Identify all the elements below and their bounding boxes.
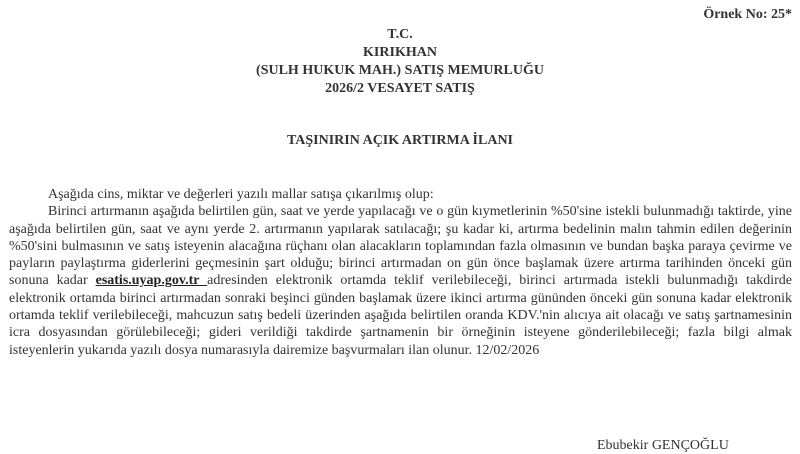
document-body — [9, 186, 792, 359]
document-header — [0, 26, 800, 98]
paragraph-text-end: adresinden elektronik ortamda teklif verilebileceği, birinci artırmada istekli bulunmadığı takdirde elektronik ortamda birinci artırmadan sonraki beşinci günden başlamak üzere ikinci artırma gününden önceki gün sonuna kadar elektronik ortamda teklif verilebileceği, mahcuzun satış bedeli üzerinden aşağıda belirtilen oranda KDV.'nin alıcıya ait olacağı ve satış şartnamesinin icra dosyasından görülebileceği; gideri verildiği takdirde şartnamenin bir örneğinin isteyene gönderilebileceği; fazla bilgi almak isteyenlerin yukarıda yazılı dosya numarasıyla dairemize başvurmaları ilan olunur. — [9, 273, 792, 358]
intro-paragraph: Aşağıda cins, miktar ve değerleri yazılı mallar satışa çıkarılmış olup: — [48, 187, 434, 202]
signature-name: Ebubekir GENÇOĞLU — [597, 438, 729, 453]
sample-number: Örnek No: 25* — [703, 7, 792, 22]
header-country: T.C. — [387, 27, 413, 42]
paragraph-text-start: Birinci artırmanın aşağıda belirtilen gün, saat ve yerde yapılacağı ve o gün kıymetlerinin %50'sine istekli bulunmadığı taktirde, yine aşağıda belirtilen gün, saat ve aynı yerde 2. artırmanın yapılarak satılacağı; şu kadar ki, artırma bedelinin malın tahmin edilen değerinin %50'sini bulmasının ve satış isteyenin alacağına rüçhanı olan alacakların toplamından fazla olmasının ve bundan başka paraya çevirme ve payların paylaştırma giderlerini geçmesinin şart olduğu; birinci artırmadan on gün önce başlamak üzere artırma tarihinden önceki gün sonuna kadar — [9, 204, 792, 289]
announcement-date: 12/02/2026 — [475, 342, 540, 358]
main-paragraph — [9, 203, 792, 359]
document-title: TAŞINIRIN AÇIK ARTIRMA İLANI — [286, 133, 514, 148]
header-district: KIRIKHAN — [363, 45, 437, 60]
header-office: (SULH HUKUK MAH.) SATIŞ MEMURLUĞU — [256, 63, 544, 78]
esatis-link[interactable]: esatis.uyap.gov.tr — [95, 273, 208, 289]
header-file-number: 2026/2 VESAYET SATIŞ — [325, 81, 475, 96]
